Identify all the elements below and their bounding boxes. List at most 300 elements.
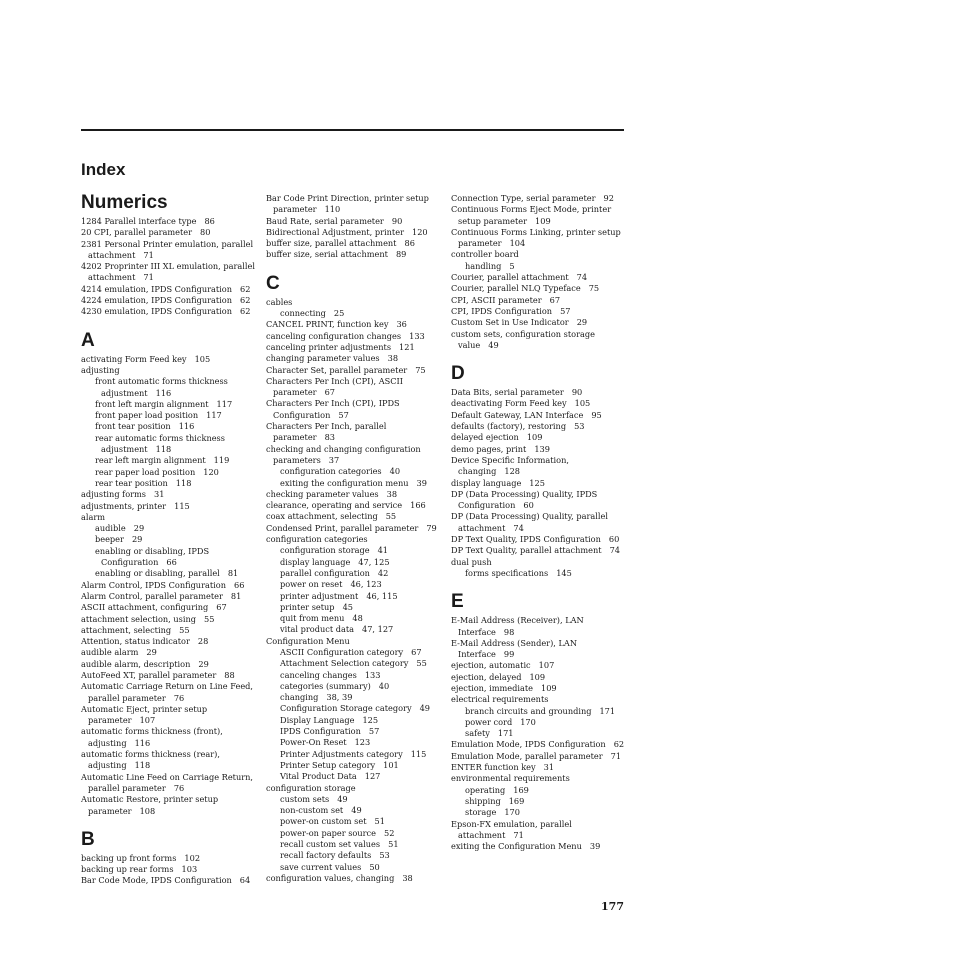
entry-term: rear paper load position <box>95 466 196 477</box>
index-entry <box>451 649 629 660</box>
entry-page-ref[interactable]: 89 <box>395 249 407 260</box>
entry-page-ref[interactable]: 133 <box>364 669 381 680</box>
entry-term: Condensed Print, parallel parameter <box>266 522 419 533</box>
entry-page-ref[interactable]: 92 <box>603 193 614 203</box>
entry-page-ref[interactable]: 55 <box>179 624 190 635</box>
entry-page-ref[interactable]: 36 <box>396 319 407 330</box>
entry-page-ref[interactable]: 67 <box>549 294 561 305</box>
index-entry <box>266 297 444 308</box>
entry-page-ref[interactable]: 79 <box>426 522 437 533</box>
entry-term: changing <box>458 466 497 477</box>
entry-page-ref[interactable]: 76 <box>173 782 185 793</box>
entry-page-ref[interactable]: 5 <box>509 260 515 271</box>
entry-term: operating <box>465 784 506 795</box>
entry-page-ref[interactable]: 128 <box>504 466 521 477</box>
index-entry <box>266 511 444 522</box>
entry-page-ref[interactable]: 57 <box>368 726 380 737</box>
entry-page-ref[interactable]: 71 <box>143 272 154 283</box>
index-entry <box>451 466 629 477</box>
entry-page-ref[interactable]: 110 <box>324 204 341 215</box>
entry-term: Bidirectional Adjustment, printer <box>266 226 404 237</box>
entry-page-ref[interactable]: 50 <box>369 861 380 872</box>
entry-page-ref[interactable]: 90 <box>391 215 403 226</box>
index-entry <box>451 615 629 626</box>
entry-page-ref[interactable]: 71 <box>143 249 154 260</box>
entry-term: Device Specific Information, <box>451 454 569 465</box>
entry-term: CANCEL PRINT, function key <box>266 319 389 330</box>
entry-term: Interface <box>458 626 496 637</box>
entry-page-ref[interactable]: 49 <box>419 703 430 714</box>
entry-term: Custom Set in Use Indicator <box>451 317 569 328</box>
entry-page-ref[interactable]: 40 <box>389 466 401 477</box>
entry-page-ref[interactable]: 67 <box>411 646 422 657</box>
index-entry <box>81 388 259 399</box>
entry-page-ref[interactable]: 86 <box>204 216 215 226</box>
entry-page-ref[interactable]: 109 <box>535 215 551 226</box>
entry-page-ref[interactable]: 38 <box>387 353 399 364</box>
index-entry <box>266 227 444 238</box>
index-entry <box>81 726 259 737</box>
entry-term: Bar Code Mode, IPDS Configuration <box>81 875 232 886</box>
entry-page-ref[interactable]: 53 <box>574 421 585 432</box>
entry-page-ref[interactable]: 29 <box>576 317 588 328</box>
index-entry <box>81 376 259 387</box>
entry-term: canceling printer adjustments <box>266 341 392 352</box>
entry-page-ref[interactable]: 81 <box>227 568 239 579</box>
entry-page-ref[interactable]: 55 <box>204 613 215 624</box>
index-entry <box>451 272 629 283</box>
index-entry <box>81 455 259 466</box>
entry-page-ref[interactable]: 170 <box>520 716 536 727</box>
entry-page-ref[interactable]: 75 <box>588 283 600 294</box>
index-entry <box>451 329 629 340</box>
entry-page-ref[interactable]: 120 <box>411 226 428 237</box>
index-entry <box>451 706 629 717</box>
entry-term: power-on custom set <box>280 816 367 827</box>
entry-term: buffer size, serial attachment <box>266 249 388 260</box>
entry-page-ref[interactable]: 171 <box>599 705 616 716</box>
entry-term: environmental requirements <box>451 773 570 784</box>
index-entry <box>266 410 444 421</box>
entry-page-ref[interactable]: 121 <box>399 341 415 352</box>
entry-page-ref[interactable]: 102 <box>184 852 201 863</box>
entry-page-ref[interactable]: 90 <box>571 387 583 398</box>
entry-term: Alarm Control, parallel parameter <box>81 590 223 601</box>
entry-page-ref[interactable]: 42 <box>377 567 389 578</box>
entry-term: Default Gateway, LAN Interface <box>451 409 584 420</box>
entry-page-ref[interactable]: 116 <box>155 387 172 398</box>
entry-term: Vital Product Data <box>280 771 357 782</box>
entry-page-ref[interactable]: 41 <box>377 545 388 556</box>
index-entry <box>451 340 629 351</box>
index-entry <box>81 614 259 625</box>
index-entry <box>81 250 259 261</box>
entry-page-ref[interactable]: 60 <box>523 500 534 511</box>
index-entry <box>451 444 629 455</box>
entry-page-ref[interactable]: 103 <box>181 864 198 875</box>
entry-term: 4230 emulation, IPDS Configuration <box>81 306 233 317</box>
entry-page-ref[interactable]: 80 <box>200 227 211 238</box>
entry-term: deactivating Form Feed key <box>451 398 567 409</box>
index-entry <box>266 862 444 873</box>
index-entry <box>266 828 444 839</box>
entry-term: Configuration <box>273 409 331 420</box>
entry-page-ref[interactable]: 76 <box>173 692 185 703</box>
index-entry <box>266 816 444 827</box>
entry-page-ref[interactable]: 66 <box>166 557 177 568</box>
index-entry <box>81 783 259 794</box>
index-entry <box>266 591 444 602</box>
entry-term: power cord <box>465 716 513 727</box>
entry-term: CPI, IPDS Configuration <box>451 305 553 316</box>
index-entry <box>266 238 444 249</box>
entry-term: enabling or disabling, parallel <box>95 568 220 579</box>
entry-page-ref[interactable]: 29 <box>131 534 143 545</box>
entry-page-ref[interactable]: 105 <box>574 398 591 409</box>
index-entry <box>81 306 259 317</box>
entry-page-ref[interactable]: 75 <box>415 364 426 375</box>
entry-term: ENTER function key <box>451 762 536 773</box>
entry-page-ref[interactable]: 99 <box>503 649 515 660</box>
entry-page-ref[interactable]: 38 <box>402 872 413 883</box>
entry-page-ref[interactable]: 67 <box>216 602 227 613</box>
entry-term: configuration storage <box>280 545 370 556</box>
entry-page-ref[interactable]: 38, 39 <box>326 692 353 703</box>
entry-page-ref[interactable]: 40 <box>378 680 390 691</box>
index-entry <box>266 579 444 590</box>
entry-term: attachment, selecting <box>81 624 172 635</box>
index-entry <box>81 794 259 805</box>
entry-page-ref[interactable]: 101 <box>383 759 399 770</box>
index-entry <box>81 681 259 692</box>
entry-page-ref[interactable]: 46, 115 <box>366 590 398 601</box>
entry-term: dual push <box>451 556 492 567</box>
index-entry <box>81 216 259 227</box>
section-heading: E <box>451 591 464 613</box>
entry-page-ref[interactable]: 105 <box>194 353 211 364</box>
entry-page-ref[interactable]: 52 <box>383 827 395 838</box>
entry-term: exiting the Configuration Menu <box>451 841 582 852</box>
index-entry <box>266 523 444 534</box>
entry-term: AutoFeed XT, parallel parameter <box>81 669 217 680</box>
entry-page-ref[interactable]: 64 <box>239 875 251 886</box>
entry-term: Automatic Eject, printer setup <box>81 703 208 714</box>
page-title: Index <box>81 160 126 179</box>
entry-page-ref[interactable]: 166 <box>410 500 426 511</box>
index-entry <box>451 545 629 556</box>
index-entry <box>81 738 259 749</box>
entry-page-ref[interactable]: 48 <box>352 613 363 624</box>
entry-page-ref[interactable]: 49 <box>351 805 362 816</box>
entry-page-ref[interactable]: 118 <box>134 760 151 771</box>
entry-page-ref[interactable]: 47, 125 <box>358 556 390 567</box>
index-entry <box>266 636 444 647</box>
entry-page-ref[interactable]: 67 <box>324 387 335 398</box>
index-entry <box>451 568 629 579</box>
entry-term: parameter <box>88 805 132 816</box>
entry-page-ref[interactable]: 118 <box>155 444 172 455</box>
entry-page-ref[interactable]: 55 <box>416 658 427 669</box>
entry-term: checking and changing configuration <box>266 443 421 454</box>
entry-page-ref[interactable]: 29 <box>146 647 157 658</box>
entry-term: Attention, status indicator <box>81 636 190 647</box>
index-entry <box>451 717 629 728</box>
index-entry <box>81 602 259 613</box>
entry-page-ref[interactable]: 139 <box>534 443 550 454</box>
entry-term: vital product data <box>280 624 355 635</box>
entry-term: automatic forms thickness (front), <box>81 726 223 737</box>
entry-page-ref[interactable]: 117 <box>206 410 222 421</box>
entry-term: handling <box>465 260 502 271</box>
entry-page-ref[interactable]: 71 <box>513 829 524 840</box>
entry-term: parameter <box>88 715 132 726</box>
entry-term: setup parameter <box>458 215 528 226</box>
index-entry <box>266 365 444 376</box>
entry-page-ref[interactable]: 55 <box>385 511 397 522</box>
index-entry <box>81 546 259 557</box>
entry-term: attachment <box>88 272 136 283</box>
index-entry <box>81 365 259 376</box>
entry-term: buffer size, parallel attachment <box>266 238 397 249</box>
entry-page-ref[interactable]: 108 <box>139 805 156 816</box>
entry-term: DP Text Quality, parallel attachment <box>451 545 602 556</box>
index-entry <box>81 853 259 864</box>
entry-page-ref[interactable]: 98 <box>503 626 515 637</box>
entry-term: custom sets <box>280 793 330 804</box>
entry-page-ref[interactable]: 116 <box>178 421 195 432</box>
entry-page-ref[interactable]: 125 <box>362 714 379 725</box>
entry-page-ref[interactable]: 62 <box>240 306 251 317</box>
entry-page-ref[interactable]: 104 <box>509 238 526 249</box>
entry-page-ref[interactable]: 29 <box>133 523 145 534</box>
index-entry <box>451 660 629 671</box>
entry-page-ref[interactable]: 49 <box>488 339 499 350</box>
entry-page-ref[interactable]: 116 <box>134 737 151 748</box>
entry-term: Bar Code Print Direction, printer setup <box>266 193 429 203</box>
entry-term: activating Form Feed key <box>81 353 187 364</box>
index-entry <box>81 760 259 771</box>
entry-term: Configuration <box>101 557 159 568</box>
index-entry <box>451 672 629 683</box>
entry-page-ref[interactable]: 60 <box>608 534 620 545</box>
entry-page-ref[interactable]: 117 <box>216 398 233 409</box>
index-entry <box>81 875 259 886</box>
entry-page-ref[interactable]: 62 <box>613 739 625 750</box>
entry-term: clearance, operating and service <box>266 500 403 511</box>
page-number: 177 <box>601 900 624 913</box>
entry-page-ref[interactable]: 39 <box>589 841 601 852</box>
entry-term: audible alarm, description <box>81 658 191 669</box>
entry-page-ref[interactable]: 86 <box>404 238 415 249</box>
entry-page-ref[interactable]: 57 <box>338 409 349 420</box>
entry-term: parameter <box>458 238 502 249</box>
entry-page-ref[interactable]: 109 <box>529 671 546 682</box>
entry-page-ref[interactable]: 74 <box>576 272 588 283</box>
index-entry <box>451 683 629 694</box>
entry-page-ref[interactable]: 45 <box>342 601 353 612</box>
entry-page-ref[interactable]: 49 <box>337 793 348 804</box>
entry-page-ref[interactable]: 119 <box>213 455 230 466</box>
index-entry <box>81 261 259 272</box>
index-entry <box>81 284 259 295</box>
index-entry <box>266 624 444 635</box>
entry-term: attachment selection, using <box>81 613 196 624</box>
entry-page-ref[interactable]: 115 <box>410 748 427 759</box>
index-entry <box>451 261 629 272</box>
entry-term: Character Set, parallel parameter <box>266 364 408 375</box>
entry-page-ref[interactable]: 66 <box>233 579 245 590</box>
entry-page-ref[interactable]: 171 <box>497 728 514 739</box>
entry-page-ref[interactable]: 109 <box>541 682 557 693</box>
entry-term: Emulation Mode, parallel parameter <box>451 750 603 761</box>
index-entry <box>451 841 629 852</box>
entry-page-ref[interactable]: 83 <box>324 432 335 443</box>
entry-term: branch circuits and grounding <box>465 705 592 716</box>
index-entry <box>81 354 259 365</box>
entry-page-ref[interactable]: 169 <box>513 784 529 795</box>
entry-term: 4224 emulation, IPDS Configuration <box>81 295 233 306</box>
entry-term: rear automatic forms thickness <box>95 432 225 443</box>
index-entry <box>266 783 444 794</box>
entry-term: categories (summary) <box>280 680 371 691</box>
index-entry <box>81 670 259 681</box>
index-entry <box>451 489 629 500</box>
index-entry <box>451 306 629 317</box>
entry-page-ref[interactable]: 74 <box>513 522 524 533</box>
index-entry <box>266 193 444 204</box>
entry-page-ref[interactable]: 88 <box>224 669 235 680</box>
index-entry <box>451 627 629 638</box>
index-entry <box>266 500 444 511</box>
entry-term: Display Language <box>280 714 355 725</box>
index-entry <box>451 421 629 432</box>
index-entry <box>81 478 259 489</box>
entry-term: Printer Adjustments category <box>280 748 403 759</box>
entry-term: Courier, parallel NLQ Typeface <box>451 283 581 294</box>
index-entry <box>266 647 444 658</box>
entry-page-ref[interactable]: 38 <box>386 488 398 499</box>
entry-page-ref[interactable]: 81 <box>230 590 242 601</box>
entry-term: connecting <box>280 308 326 319</box>
index-entry <box>81 467 259 478</box>
index-entry <box>81 227 259 238</box>
entry-page-ref[interactable]: 62 <box>240 295 251 306</box>
entry-page-ref[interactable]: 28 <box>197 636 209 647</box>
entry-page-ref[interactable]: 109 <box>526 432 543 443</box>
index-entry <box>266 455 444 466</box>
index-entry <box>451 216 629 227</box>
entry-page-ref[interactable]: 107 <box>139 715 156 726</box>
section-heading: A <box>81 329 95 351</box>
index-entry <box>451 796 629 807</box>
entry-term: storage <box>465 807 497 818</box>
entry-term: coax attachment, selecting <box>266 511 378 522</box>
entry-page-ref[interactable]: 120 <box>203 466 219 477</box>
entry-page-ref[interactable]: 53 <box>379 850 390 861</box>
entry-page-ref[interactable]: 57 <box>560 305 571 316</box>
entry-page-ref[interactable]: 170 <box>504 807 520 818</box>
entry-page-ref[interactable]: 25 <box>333 308 345 319</box>
entry-page-ref[interactable]: 39 <box>416 477 427 488</box>
entry-page-ref[interactable]: 74 <box>609 545 621 556</box>
entry-page-ref[interactable]: 169 <box>508 795 525 806</box>
entry-page-ref[interactable]: 31 <box>543 762 555 773</box>
entry-term: Characters Per Inch, parallel <box>266 421 387 432</box>
entry-term: ejection, immediate <box>451 682 533 693</box>
entry-page-ref[interactable]: 145 <box>556 567 572 578</box>
entry-page-ref[interactable]: 51 <box>388 839 399 850</box>
entry-page-ref[interactable]: 107 <box>538 660 555 671</box>
entry-page-ref[interactable]: 95 <box>591 409 602 420</box>
index-entry <box>266 568 444 579</box>
entry-term: front left margin alignment <box>95 398 209 409</box>
entry-page-ref[interactable]: 51 <box>374 816 385 827</box>
index-entry <box>266 387 444 398</box>
entry-term: parallel parameter <box>88 782 166 793</box>
index-entry <box>81 239 259 250</box>
index-entry <box>266 873 444 884</box>
entry-term: E-Mail Address (Sender), LAN <box>451 637 577 648</box>
entry-page-ref[interactable]: 46, 123 <box>350 579 382 590</box>
entry-term: attachment <box>458 522 506 533</box>
index-entry <box>266 715 444 726</box>
entry-page-ref[interactable]: 123 <box>354 737 371 748</box>
entry-term: Continuous Forms Linking, printer setup <box>451 226 621 237</box>
entry-term: attachment <box>458 829 506 840</box>
index-entry <box>266 681 444 692</box>
entry-term: 20 CPI, parallel parameter <box>81 227 193 238</box>
index-entry <box>451 819 629 830</box>
entry-term: canceling changes <box>280 669 357 680</box>
index-entry <box>81 399 259 410</box>
entry-term: controller board <box>451 249 519 260</box>
entry-term: parameter <box>273 432 317 443</box>
entry-page-ref[interactable]: 133 <box>409 330 425 341</box>
entry-term: parameters <box>273 454 321 465</box>
entry-term: Automatic Carriage Return on Line Feed, <box>81 681 254 692</box>
entry-term: E-Mail Address (Receiver), LAN <box>451 615 584 626</box>
entry-page-ref[interactable]: 71 <box>610 750 622 761</box>
index-column-1 <box>81 192 259 887</box>
index-entry <box>81 534 259 545</box>
entry-page-ref[interactable]: 37 <box>328 454 340 465</box>
index-entry <box>81 864 259 875</box>
entry-term: configuration values, changing <box>266 872 395 883</box>
entry-term: ejection, delayed <box>451 671 522 682</box>
index-entry <box>451 478 629 489</box>
entry-page-ref[interactable]: 118 <box>175 477 192 488</box>
entry-term: Attachment Selection category <box>280 658 409 669</box>
entry-term: configuration categories <box>280 466 382 477</box>
index-entry <box>81 421 259 432</box>
entry-term: Connection Type, serial parameter <box>451 193 596 203</box>
entry-page-ref[interactable]: 29 <box>198 658 209 669</box>
entry-page-ref[interactable]: 47, 127 <box>362 624 394 635</box>
index-entry <box>266 557 444 568</box>
entry-term: cables <box>266 296 293 307</box>
entry-page-ref[interactable]: 62 <box>240 283 251 294</box>
entry-page-ref[interactable]: 115 <box>174 500 190 511</box>
index-entry <box>81 580 259 591</box>
entry-page-ref[interactable]: 125 <box>529 477 545 488</box>
entry-term: power on reset <box>280 579 343 590</box>
entry-page-ref[interactable]: 31 <box>154 489 165 500</box>
entry-term: checking parameter values <box>266 488 379 499</box>
entry-term: configuration categories <box>266 534 368 545</box>
entry-term: value <box>458 339 481 350</box>
entry-term: display language <box>280 556 351 567</box>
entry-page-ref[interactable]: 127 <box>364 771 381 782</box>
